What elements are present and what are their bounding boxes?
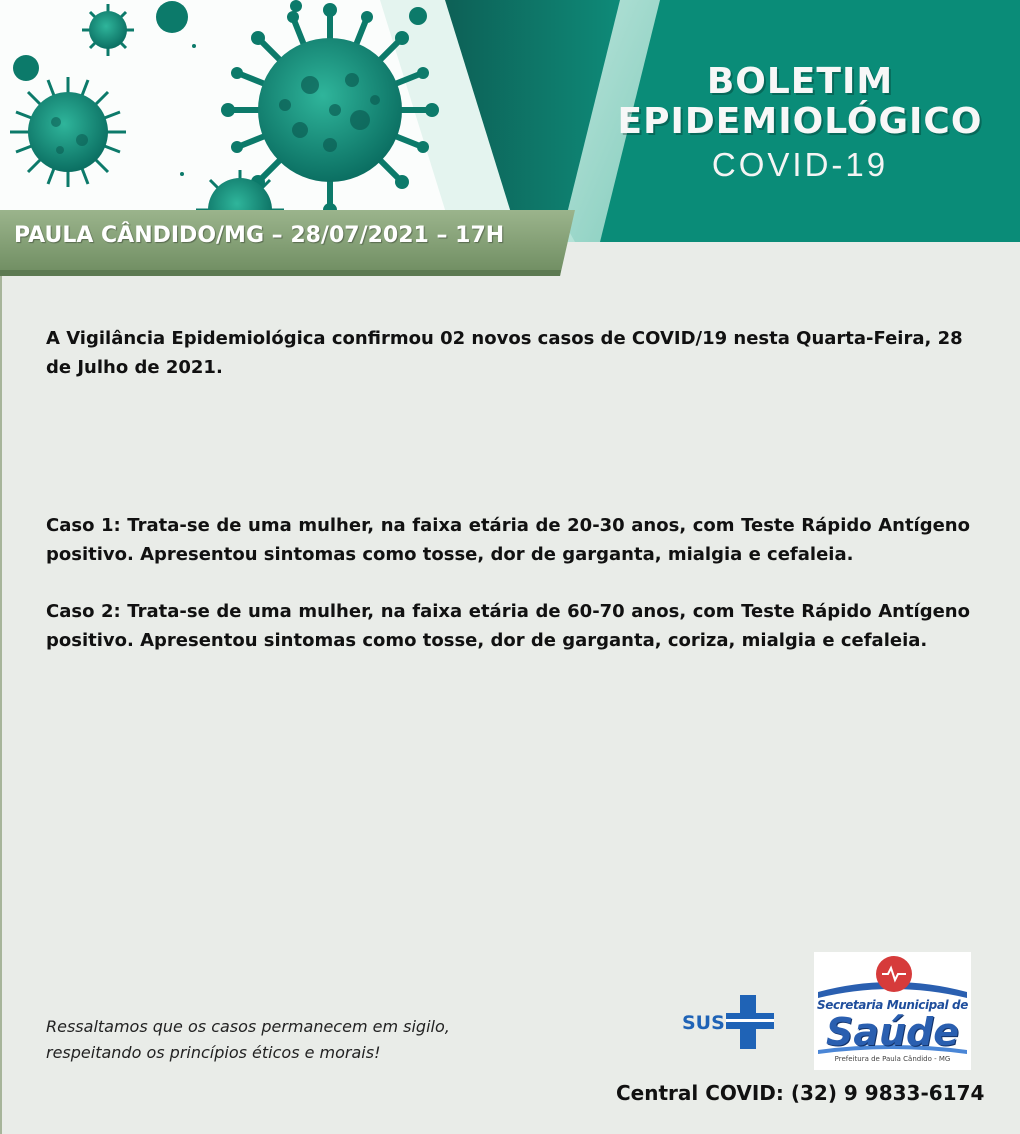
sus-cross-icon [682,993,774,1051]
sus-logo-text: SUS [682,1012,725,1034]
saude-logo-line-1: Secretaria Municipal de [817,998,968,1012]
intro-paragraph: A Vigilância Epidemiológica confirmou 02 novos casos de COVID/19 nesta Quarta-Feira, 28 de Julho de 2021. [46,328,963,378]
saude-logo-line-3: Prefeitura de Paula Cândido - MG [834,1055,951,1063]
title-line-3: COVID-19 [711,146,889,183]
location-date-text: PAULA CÂNDIDO/MG – 28/07/2021 – 17H [14,223,505,248]
header [0,0,1020,242]
title-line-2: EPIDEMIOLÓGICO [617,101,983,142]
notice-line-1: Ressaltamos que os casos permanecem em sigilo, [46,1017,450,1036]
location-date-banner [0,210,575,276]
bulletin-title [590,62,1010,184]
case-2-paragraph: Caso 2: Trata-se de uma mulher, na faixa etária de 60-70 anos, com Teste Rápido Antígeno positivo. Apresentou sintomas como tosse, dor de garganta, coriza, mialgia e cefaleia. [46,601,970,651]
saude-logo-line-2: Saúde [825,1010,960,1054]
title-line-1: BOLETIM [706,61,894,102]
covid-hotline: Central COVID: (32) 9 9833-6174 [616,1081,985,1105]
left-border [0,276,2,1134]
notice-line-2: respeitando os princípios éticos e morais! [46,1043,381,1062]
confidentiality-notice [46,1014,566,1066]
case-1-paragraph: Caso 1: Trata-se de uma mulher, na faixa etária de 20-30 anos, com Teste Rápido Antígeno positivo. Apresentou sintomas como tosse, dor de garganta, mialgia e cefaleia. [46,515,970,565]
sus-logo [682,993,774,1055]
secretaria-saude-logo [814,952,971,1070]
